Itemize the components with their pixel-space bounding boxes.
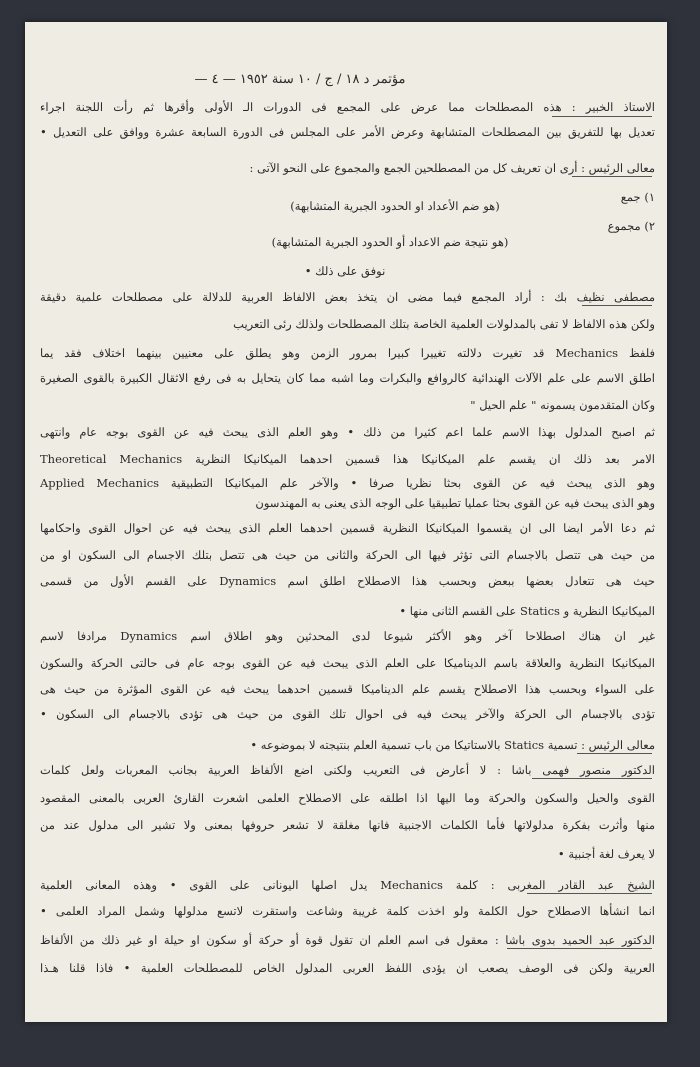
text-line-3: معالى الرئيس : أرى ان تعريف كل من المصطلحين الجمع والمجموع على النحو الآتى : — [249, 161, 655, 175]
text-line-23: الميكانيكا النظرية والعلاقة باسم الديناميكا على العلم الذى يبحث فيه عن القوى بوجه عام فى حالتى الحركة والسكون — [40, 656, 655, 670]
speaker-underline — [577, 753, 652, 754]
text-line-2: تعديل بها للتفريق بين المصطلحات المتشابهة وعرض الأمر على المجلس فى الدورة السابعة عشرة ووافق على التعديل • — [40, 125, 655, 139]
text-line-31: الشيخ عبد القادر المغربى : كلمة Mechanics يدل اصلها اليونانى على القوى • وهذه المعانى العلمية — [40, 878, 655, 892]
text-line-14: ثم اصبح المدلول بهذا الاسم علما اعم كثيرا من ذلك • وهو العلم الذى يبحث فيه عن القوى بوجه عام وانتهى — [40, 425, 655, 439]
text-line-25: تؤدى بالاجسام الى الحركة والآخر يبحث فيه فى احوال تلك القوى من حيث هى تؤدى بالاجسام الى السكون • — [40, 707, 655, 721]
text-line-17: وهو الذى يبحث فيه عن القوى بحثا عمليا تطبيقيا على الوجه الذى يعنى به المهندسون — [255, 496, 655, 510]
text-line-19: من حيث هى تتصل بالاجسام التى تؤثر فيها الى الحركة والثانى من حيث هى تتصل بتلك الاجسام الى السكون او من — [40, 548, 655, 562]
text-line-32: انما انشأها الاصطلاح حول الكلمة ولو اخذت كلمة غريبة وشاعت واستقرت لاتسع مدلولها وشمل المراد العلمى • — [40, 904, 655, 918]
text-line-18: ثم دعا الأمر ايضا الى ان يقسموا الميكانيكا النظرية قسمين احدهما العلم الذى يبحث فيه عن احوال القوى واحكامها — [40, 521, 655, 535]
speaker-underline — [572, 176, 652, 177]
text-line-6: ٢) مجموع — [607, 219, 655, 233]
text-line-29: منها وأثرت بفكرة مدلولاتها فأما الكلمات الاجنبية فانها مغلقة لا تشعر حروفها بمعنى ولا تشير الى مدلول عند من — [40, 818, 655, 832]
text-line-8: نوفق على ذلك • — [304, 264, 386, 278]
text-line-20: حيث هى تتعادل بعضها ببعض وبحسب هذا الاصطلاح اطلق اسم Dynamics على القسم الأول من قسمى — [40, 574, 655, 588]
text-line-34: العربية ولكن فى الوصف يصعب ان يؤدى اللفظ العربى المدلول الخاص للمصطلحات العلمية • فاذا قلنا هـذا — [40, 961, 655, 975]
text-line-1: الاستاذ الخبير : هذه المصطلحات مما عرض على المجمع فى الدورات الـ الأولى وأقرها ثم رأت اللجنة اجراء — [40, 100, 655, 114]
text-line-5: (هو ضم الأعداد او الحدود الجبرية المتشابهة) — [290, 199, 500, 213]
text-line-30: لا يعرف لغة أجنبية • — [557, 847, 655, 861]
text-line-16: وهو الذى يبحث فيه عن القوى بحثا نظريا صرفا • والآخر علم الميكانيكا التطبيقية Applied Mechanics — [40, 476, 655, 490]
text-line-27: الدكتور منصور فهمى باشا : لا أعارض فى التعريب ولكنى اضع الألفاظ العربية بجانب المعربات ولعل كلمات — [40, 763, 655, 777]
text-line-21: الميكانيكا النظرية و Statics على القسم الثانى منها • — [399, 604, 655, 618]
text-line-15: الامر بعد ذلك ان يقسم علم الميكانيكا هذا قسمين احدهما الميكانيكا النظرية Theoretical Mechanics — [40, 452, 655, 466]
speaker-underline — [582, 305, 652, 306]
text-line-11: فلفظ Mechanics قد تغيرت دلالته تغييرا كبيرا بمرور الزمن وهو يطلق على معنيين بينهما اختلاف فقد يما — [40, 346, 655, 360]
speaker-underline — [552, 116, 652, 117]
text-line-13: وكان المتقدمون يسمونه " علم الحيل " — [470, 398, 655, 412]
text-line-4: ١) جمع — [620, 190, 655, 204]
text-line-24: على السواء وبحسب هذا الاصطلاح يقسم علم الديناميكا قسمين احدهما يبحث فيه عن القوى المؤثرة من حيث هى — [40, 682, 655, 696]
text-line-33: الدكتور عبد الحميد بدوى باشا : معقول فى اسم العلم ان تقول قوة أو حركة أو سكون او حيلة او غير ذلك من الألفاظ — [40, 933, 655, 947]
speaker-underline — [532, 778, 652, 779]
speaker-underline — [527, 893, 652, 894]
text-line-9: مصطفى نظيف بك : أراد المجمع فيما مضى ان يتخذ بعض الالفاظ العربية للدلالة على مصطلحات علمية دقيقة — [40, 290, 655, 304]
text-line-10: ولكن هذه الالفاظ لا تفى بالمدلولات العلمية الخاصة بتلك المصطلحات ولذلك رئى التعريب — [233, 317, 655, 331]
page-header: مؤتمر د ١٨ / ج / ١٠ سنة ١٩٥٢ — ٤ — — [194, 72, 406, 87]
speaker-underline — [507, 948, 652, 949]
text-line-22: غير ان هناك اصطلاحا آخر وهو الأكثر شيوعا لدى المحدثين وهو اطلاق اسم Dynamics مرادفا لاسم — [40, 629, 655, 643]
text-line-28: القوى والحيل والسكون والحركة وما اليها اذا اطلقه على الاصطلاح العلمى اشعرت القارئ العربى بالمعنى المقصود — [40, 791, 655, 805]
text-line-12: اطلق الاسم على علم الآلات الهندائية كالروافع والبكرات وما اشبه مما كان يتحايل به فى رفع الاثقال الكبيرة بالقوى الصغيرة — [40, 371, 655, 385]
text-line-7: (هو نتيجة ضم الاعداد أو الحدود الجبرية المتشابهة) — [271, 235, 509, 249]
text-line-26: معالى الرئيس : تسمية Statics بالاستاتيكا من باب تسمية العلم بنتيجته لا بموضوعه • — [250, 738, 655, 752]
